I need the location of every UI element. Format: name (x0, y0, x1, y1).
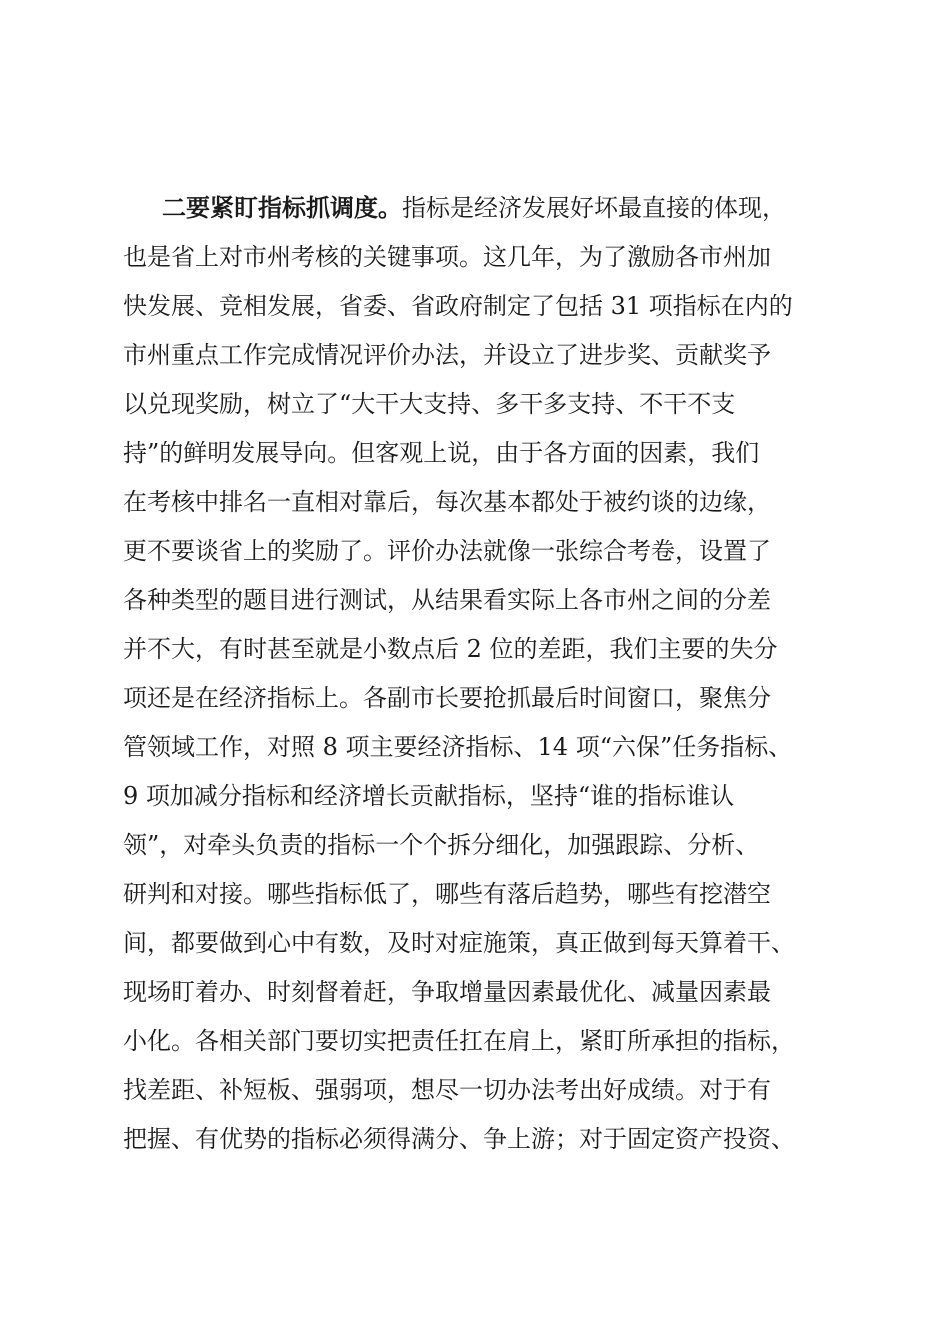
text-line: 管领域工作，对照 8 项主要经济指标、14 项“六保”任务指标、 (123, 733, 793, 761)
text-line: 9 项加减分指标和经济增长贡献指标，坚持“谁的指标谁认 (123, 782, 735, 810)
text-line: 小化。各相关部门要切实把责任扛在肩上，紧盯所承担的指标， (123, 1027, 795, 1055)
text-line: 在考核中排名一直相对靠后，每次基本都处于被约谈的边缘， (123, 488, 771, 516)
text-line: 找差距、补短板、强弱项，想尽一切办法考出好成绩。对于有 (123, 1076, 771, 1104)
text-line: 现场盯着办、时刻督着赶，争取增量因素最优化、减量因素最 (123, 978, 771, 1006)
text-line: 快发展、竞相发展，省委、省政府制定了包括 31 项指标在内的 (123, 292, 793, 320)
section-heading: 二要紧盯指标抓调度。 (162, 193, 402, 222)
text-line: 各种类型的题目进行测试，从结果看实际上各市州之间的分差 (123, 586, 771, 614)
text-line: 领”，对牵头负责的指标一个个拆分细化，加强跟踪、分析、 (123, 831, 760, 859)
text-line: 更不要谈省上的奖励了。评价办法就像一张综合考卷，设置了 (123, 537, 771, 565)
text-line: 并不大，有时甚至就是小数点后 2 位的差距，我们主要的失分 (123, 635, 778, 663)
text-line: 市州重点工作完成情况评价办法，并设立了进步奖、贡献奖予 (123, 341, 771, 369)
paragraph-first-line (162, 190, 786, 226)
text-line: 间，都要做到心中有数，及时对症施策，真正做到每天算着干、 (123, 929, 795, 957)
text-line: 把握、有优势的指标必须得满分、争上游；对于固定资产投资、 (123, 1125, 795, 1153)
text-line: 项还是在经济指标上。各副市长要抢抓最后时间窗口，聚焦分 (123, 684, 771, 712)
text-line: 研判和对接。哪些指标低了，哪些有落后趋势，哪些有挖潜空 (123, 880, 771, 908)
text-line: 持”的鲜明发展导向。但客观上说，由于各方面的因素，我们 (123, 439, 760, 467)
text-line: 指标是经济发展好坏最直接的体现， (402, 194, 786, 222)
text-line: 以兑现奖励，树立了“大干大支持、多干多支持、不干不支 (123, 390, 736, 418)
text-line: 也是省上对市州考核的关键事项。这几年，为了激励各市州加 (123, 243, 771, 271)
